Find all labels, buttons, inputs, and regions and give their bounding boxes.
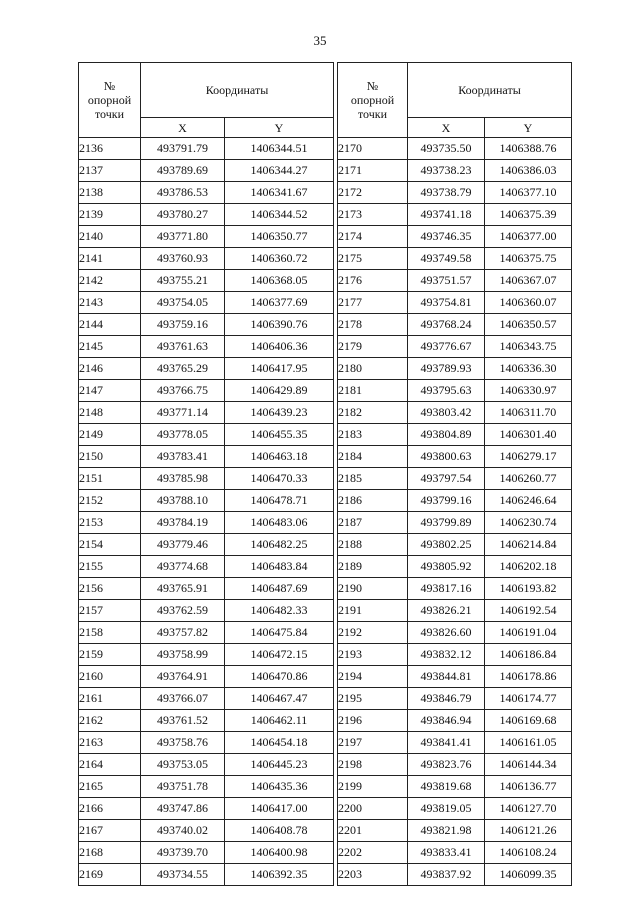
table-row <box>338 380 572 402</box>
table-row <box>79 534 334 556</box>
point-number-header <box>79 63 141 138</box>
table-row <box>338 754 572 776</box>
table-row <box>338 864 572 886</box>
table-row <box>79 138 334 160</box>
y-coordinate-cell: 1406192.54 <box>485 600 572 622</box>
x-header: X <box>408 118 485 138</box>
point-number-cell: 2155 <box>79 556 141 578</box>
x-coordinate-cell: 493789.69 <box>141 160 225 182</box>
x-coordinate-cell: 493789.93 <box>408 358 485 380</box>
y-header: Y <box>225 118 334 138</box>
y-coordinate-cell: 1406344.51 <box>225 138 334 160</box>
x-coordinate-cell: 493799.16 <box>408 490 485 512</box>
point-number-cell: 2192 <box>338 622 408 644</box>
x-coordinate-cell: 493738.79 <box>408 182 485 204</box>
x-coordinate-cell: 493776.67 <box>408 336 485 358</box>
x-coordinate-cell: 493771.80 <box>141 226 225 248</box>
y-coordinate-cell: 1406360.07 <box>485 292 572 314</box>
x-coordinate-cell: 493753.05 <box>141 754 225 776</box>
y-coordinate-cell: 1406388.76 <box>485 138 572 160</box>
x-coordinate-cell: 493735.50 <box>408 138 485 160</box>
table-row <box>79 864 334 886</box>
point-number-cell: 2175 <box>338 248 408 270</box>
y-coordinate-cell: 1406230.74 <box>485 512 572 534</box>
y-coordinate-cell: 1406279.17 <box>485 446 572 468</box>
x-coordinate-cell: 493844.81 <box>408 666 485 688</box>
point-number-cell: 2146 <box>79 358 141 380</box>
x-coordinate-cell: 493751.78 <box>141 776 225 798</box>
x-coordinate-cell: 493741.18 <box>408 204 485 226</box>
point-number-cell: 2194 <box>338 666 408 688</box>
x-coordinate-cell: 493768.24 <box>408 314 485 336</box>
x-coordinate-cell: 493826.21 <box>408 600 485 622</box>
table-row <box>338 490 572 512</box>
point-number-cell: 2151 <box>79 468 141 490</box>
x-coordinate-cell: 493761.52 <box>141 710 225 732</box>
table-row <box>79 820 334 842</box>
table-row <box>338 798 572 820</box>
x-coordinate-cell: 493802.25 <box>408 534 485 556</box>
x-coordinate-cell: 493819.05 <box>408 798 485 820</box>
y-coordinate-cell: 1406341.67 <box>225 182 334 204</box>
table-row <box>338 534 572 556</box>
y-coordinate-cell: 1406193.82 <box>485 578 572 600</box>
point-number-cell: 2161 <box>79 688 141 710</box>
x-coordinate-cell: 493760.93 <box>141 248 225 270</box>
x-coordinate-cell: 493795.63 <box>408 380 485 402</box>
y-coordinate-cell: 1406169.68 <box>485 710 572 732</box>
x-coordinate-cell: 493759.16 <box>141 314 225 336</box>
point-number-cell: 2174 <box>338 226 408 248</box>
x-coordinate-cell: 493837.92 <box>408 864 485 886</box>
y-coordinate-cell: 1406367.07 <box>485 270 572 292</box>
x-coordinate-cell: 493819.68 <box>408 776 485 798</box>
table-row <box>79 336 334 358</box>
table-row <box>79 424 334 446</box>
y-coordinate-cell: 1406377.10 <box>485 182 572 204</box>
x-coordinate-cell: 493738.23 <box>408 160 485 182</box>
y-coordinate-cell: 1406435.36 <box>225 776 334 798</box>
y-coordinate-cell: 1406417.00 <box>225 798 334 820</box>
table-row <box>79 248 334 270</box>
y-coordinate-cell: 1406336.30 <box>485 358 572 380</box>
point-number-cell: 2200 <box>338 798 408 820</box>
table-row <box>79 226 334 248</box>
point-number-cell: 2163 <box>79 732 141 754</box>
y-coordinate-cell: 1406375.39 <box>485 204 572 226</box>
table-row <box>79 160 334 182</box>
y-coordinate-cell: 1406202.18 <box>485 556 572 578</box>
table-row <box>338 424 572 446</box>
point-number-cell: 2180 <box>338 358 408 380</box>
table-row <box>338 732 572 754</box>
table-row <box>338 776 572 798</box>
point-number-cell: 2144 <box>79 314 141 336</box>
table-row <box>79 446 334 468</box>
y-coordinate-cell: 1406454.18 <box>225 732 334 754</box>
x-coordinate-cell: 493804.89 <box>408 424 485 446</box>
point-number-cell: 2165 <box>79 776 141 798</box>
y-coordinate-cell: 1406174.77 <box>485 688 572 710</box>
y-coordinate-cell: 1406350.77 <box>225 226 334 248</box>
table-row <box>338 556 572 578</box>
x-coordinate-cell: 493833.41 <box>408 842 485 864</box>
x-coordinate-cell: 493774.68 <box>141 556 225 578</box>
point-number-label-1: № <box>366 79 379 93</box>
x-coordinate-cell: 493746.35 <box>408 226 485 248</box>
table-row <box>338 512 572 534</box>
y-coordinate-cell: 1406121.26 <box>485 820 572 842</box>
point-number-cell: 2148 <box>79 402 141 424</box>
table-row <box>338 314 572 336</box>
x-coordinate-cell: 493757.82 <box>141 622 225 644</box>
table-row <box>79 182 334 204</box>
y-coordinate-cell: 1406136.77 <box>485 776 572 798</box>
point-number-label-3: точки <box>357 107 388 121</box>
point-number-cell: 2201 <box>338 820 408 842</box>
y-coordinate-cell: 1406343.75 <box>485 336 572 358</box>
x-coordinate-cell: 493758.76 <box>141 732 225 754</box>
y-header: Y <box>485 118 572 138</box>
point-number-header <box>338 63 408 138</box>
table-row <box>79 710 334 732</box>
table-row <box>338 666 572 688</box>
x-coordinate-cell: 493740.02 <box>141 820 225 842</box>
x-coordinate-cell: 493749.58 <box>408 248 485 270</box>
table-row <box>79 490 334 512</box>
point-number-cell: 2170 <box>338 138 408 160</box>
table-row <box>338 270 572 292</box>
y-coordinate-cell: 1406392.35 <box>225 864 334 886</box>
x-coordinate-cell: 493803.42 <box>408 402 485 424</box>
y-coordinate-cell: 1406260.77 <box>485 468 572 490</box>
x-coordinate-cell: 493784.19 <box>141 512 225 534</box>
x-coordinate-cell: 493761.63 <box>141 336 225 358</box>
y-coordinate-cell: 1406400.98 <box>225 842 334 864</box>
point-number-label-3: точки <box>94 107 125 121</box>
point-number-cell: 2195 <box>338 688 408 710</box>
x-coordinate-cell: 493755.21 <box>141 270 225 292</box>
y-coordinate-cell: 1406350.57 <box>485 314 572 336</box>
point-number-cell: 2153 <box>79 512 141 534</box>
right-table-body <box>338 138 572 886</box>
x-coordinate-cell: 493841.41 <box>408 732 485 754</box>
point-number-cell: 2184 <box>338 446 408 468</box>
table-row <box>79 798 334 820</box>
point-number-cell: 2166 <box>79 798 141 820</box>
point-number-cell: 2177 <box>338 292 408 314</box>
x-coordinate-cell: 493779.46 <box>141 534 225 556</box>
table-row <box>79 204 334 226</box>
point-number-cell: 2162 <box>79 710 141 732</box>
point-number-cell: 2156 <box>79 578 141 600</box>
y-coordinate-cell: 1406214.84 <box>485 534 572 556</box>
y-coordinate-cell: 1406455.35 <box>225 424 334 446</box>
y-coordinate-cell: 1406311.70 <box>485 402 572 424</box>
table-row <box>338 578 572 600</box>
x-coordinate-cell: 493805.92 <box>408 556 485 578</box>
page-number: 35 <box>313 33 327 48</box>
y-coordinate-cell: 1406482.33 <box>225 600 334 622</box>
point-number-cell: 2187 <box>338 512 408 534</box>
x-coordinate-cell: 493832.12 <box>408 644 485 666</box>
x-coordinate-cell: 493826.60 <box>408 622 485 644</box>
x-coordinate-cell: 493780.27 <box>141 204 225 226</box>
y-coordinate-cell: 1406108.24 <box>485 842 572 864</box>
table-row <box>79 380 334 402</box>
y-coordinate-cell: 1406161.05 <box>485 732 572 754</box>
table-row <box>79 754 334 776</box>
table-row <box>79 688 334 710</box>
table-row <box>79 776 334 798</box>
y-coordinate-cell: 1406475.84 <box>225 622 334 644</box>
x-coordinate-cell: 493764.91 <box>141 666 225 688</box>
y-coordinate-cell: 1406482.25 <box>225 534 334 556</box>
table-row <box>79 732 334 754</box>
table-row <box>79 292 334 314</box>
point-number-cell: 2171 <box>338 160 408 182</box>
point-number-cell: 2196 <box>338 710 408 732</box>
point-number-cell: 2202 <box>338 842 408 864</box>
point-number-cell: 2183 <box>338 424 408 446</box>
point-number-cell: 2203 <box>338 864 408 886</box>
y-coordinate-cell: 1406386.03 <box>485 160 572 182</box>
point-number-cell: 2157 <box>79 600 141 622</box>
point-number-cell: 2139 <box>79 204 141 226</box>
point-number-cell: 2147 <box>79 380 141 402</box>
point-number-cell: 2189 <box>338 556 408 578</box>
x-coordinate-cell: 493758.99 <box>141 644 225 666</box>
y-coordinate-cell: 1406470.86 <box>225 666 334 688</box>
x-coordinate-cell: 493766.75 <box>141 380 225 402</box>
point-number-cell: 2172 <box>338 182 408 204</box>
point-number-cell: 2150 <box>79 446 141 468</box>
point-number-cell: 2145 <box>79 336 141 358</box>
table-row <box>79 314 334 336</box>
point-number-cell: 2198 <box>338 754 408 776</box>
table-row <box>79 468 334 490</box>
point-number-cell: 2193 <box>338 644 408 666</box>
table-row <box>338 820 572 842</box>
y-coordinate-cell: 1406467.47 <box>225 688 334 710</box>
x-coordinate-cell: 493766.07 <box>141 688 225 710</box>
point-number-cell: 2160 <box>79 666 141 688</box>
coordinates-header: Координаты <box>408 63 572 118</box>
y-coordinate-cell: 1406344.27 <box>225 160 334 182</box>
point-number-cell: 2138 <box>79 182 141 204</box>
table-row <box>338 182 572 204</box>
point-number-cell: 2185 <box>338 468 408 490</box>
table-row <box>338 160 572 182</box>
point-number-cell: 2154 <box>79 534 141 556</box>
table-row <box>338 292 572 314</box>
point-number-cell: 2176 <box>338 270 408 292</box>
y-coordinate-cell: 1406246.64 <box>485 490 572 512</box>
point-number-cell: 2164 <box>79 754 141 776</box>
x-coordinate-cell: 493771.14 <box>141 402 225 424</box>
y-coordinate-cell: 1406301.40 <box>485 424 572 446</box>
y-coordinate-cell: 1406127.70 <box>485 798 572 820</box>
x-coordinate-cell: 493765.29 <box>141 358 225 380</box>
point-number-cell: 2178 <box>338 314 408 336</box>
y-coordinate-cell: 1406191.04 <box>485 622 572 644</box>
x-coordinate-cell: 493799.89 <box>408 512 485 534</box>
y-coordinate-cell: 1406483.84 <box>225 556 334 578</box>
x-coordinate-cell: 493785.98 <box>141 468 225 490</box>
x-coordinate-cell: 493747.86 <box>141 798 225 820</box>
table-row <box>79 270 334 292</box>
point-number-label-1: № <box>103 79 116 93</box>
table-row <box>79 556 334 578</box>
table-row <box>338 644 572 666</box>
table-row <box>79 402 334 424</box>
table-row <box>338 226 572 248</box>
point-number-cell: 2143 <box>79 292 141 314</box>
table-row <box>79 842 334 864</box>
point-number-cell: 2159 <box>79 644 141 666</box>
y-coordinate-cell: 1406360.72 <box>225 248 334 270</box>
y-coordinate-cell: 1406099.35 <box>485 864 572 886</box>
x-coordinate-cell: 493821.98 <box>408 820 485 842</box>
y-coordinate-cell: 1406463.18 <box>225 446 334 468</box>
x-coordinate-cell: 493788.10 <box>141 490 225 512</box>
point-number-cell: 2186 <box>338 490 408 512</box>
x-coordinate-cell: 493734.55 <box>141 864 225 886</box>
left-table-body <box>79 138 334 886</box>
y-coordinate-cell: 1406186.84 <box>485 644 572 666</box>
point-number-cell: 2190 <box>338 578 408 600</box>
table-row <box>79 622 334 644</box>
table-row <box>79 578 334 600</box>
point-number-cell: 2142 <box>79 270 141 292</box>
point-number-cell: 2136 <box>79 138 141 160</box>
y-coordinate-cell: 1406417.95 <box>225 358 334 380</box>
point-number-cell: 2191 <box>338 600 408 622</box>
x-coordinate-cell: 493846.94 <box>408 710 485 732</box>
point-number-cell: 2167 <box>79 820 141 842</box>
x-coordinate-cell: 493762.59 <box>141 600 225 622</box>
table-row <box>338 402 572 424</box>
y-coordinate-cell: 1406406.36 <box>225 336 334 358</box>
y-coordinate-cell: 1406344.52 <box>225 204 334 226</box>
point-number-cell: 2197 <box>338 732 408 754</box>
x-coordinate-cell: 493817.16 <box>408 578 485 600</box>
x-coordinate-cell: 493778.05 <box>141 424 225 446</box>
coordinates-header: Координаты <box>141 63 334 118</box>
y-coordinate-cell: 1406178.86 <box>485 666 572 688</box>
y-coordinate-cell: 1406390.76 <box>225 314 334 336</box>
y-coordinate-cell: 1406368.05 <box>225 270 334 292</box>
y-coordinate-cell: 1406408.78 <box>225 820 334 842</box>
table-row <box>338 138 572 160</box>
x-coordinate-cell: 493791.79 <box>141 138 225 160</box>
point-number-label-2: опорной <box>350 93 395 107</box>
table-row <box>79 644 334 666</box>
point-number-cell: 2173 <box>338 204 408 226</box>
y-coordinate-cell: 1406439.23 <box>225 402 334 424</box>
table-row <box>338 358 572 380</box>
x-coordinate-cell: 493765.91 <box>141 578 225 600</box>
coordinates-table-right <box>337 62 572 886</box>
y-coordinate-cell: 1406445.23 <box>225 754 334 776</box>
point-number-cell: 2181 <box>338 380 408 402</box>
table-row <box>79 666 334 688</box>
table-row <box>338 842 572 864</box>
y-coordinate-cell: 1406330.97 <box>485 380 572 402</box>
table-row <box>338 622 572 644</box>
table-row <box>338 600 572 622</box>
table-row <box>338 336 572 358</box>
point-number-cell: 2152 <box>79 490 141 512</box>
y-coordinate-cell: 1406429.89 <box>225 380 334 402</box>
y-coordinate-cell: 1406377.00 <box>485 226 572 248</box>
table-row <box>338 248 572 270</box>
y-coordinate-cell: 1406487.69 <box>225 578 334 600</box>
y-coordinate-cell: 1406472.15 <box>225 644 334 666</box>
y-coordinate-cell: 1406483.06 <box>225 512 334 534</box>
x-coordinate-cell: 493797.54 <box>408 468 485 490</box>
x-coordinate-cell: 493823.76 <box>408 754 485 776</box>
y-coordinate-cell: 1406478.71 <box>225 490 334 512</box>
table-row <box>338 204 572 226</box>
table-row <box>338 688 572 710</box>
x-coordinate-cell: 493751.57 <box>408 270 485 292</box>
point-number-cell: 2168 <box>79 842 141 864</box>
point-number-cell: 2137 <box>79 160 141 182</box>
x-coordinate-cell: 493786.53 <box>141 182 225 204</box>
y-coordinate-cell: 1406375.75 <box>485 248 572 270</box>
point-number-cell: 2182 <box>338 402 408 424</box>
table-row <box>79 512 334 534</box>
coordinates-table-left <box>78 62 334 886</box>
point-number-cell: 2188 <box>338 534 408 556</box>
table-row <box>79 358 334 380</box>
x-coordinate-cell: 493739.70 <box>141 842 225 864</box>
y-coordinate-cell: 1406470.33 <box>225 468 334 490</box>
point-number-cell: 2158 <box>79 622 141 644</box>
x-header: X <box>141 118 225 138</box>
point-number-cell: 2169 <box>79 864 141 886</box>
y-coordinate-cell: 1406144.34 <box>485 754 572 776</box>
point-number-label-2: опорной <box>87 93 132 107</box>
table-row <box>338 468 572 490</box>
y-coordinate-cell: 1406462.11 <box>225 710 334 732</box>
x-coordinate-cell: 493846.79 <box>408 688 485 710</box>
point-number-cell: 2179 <box>338 336 408 358</box>
point-number-cell: 2149 <box>79 424 141 446</box>
x-coordinate-cell: 493783.41 <box>141 446 225 468</box>
point-number-cell: 2199 <box>338 776 408 798</box>
table-row <box>79 600 334 622</box>
table-row <box>338 446 572 468</box>
table-row <box>338 710 572 732</box>
y-coordinate-cell: 1406377.69 <box>225 292 334 314</box>
point-number-cell: 2140 <box>79 226 141 248</box>
x-coordinate-cell: 493754.05 <box>141 292 225 314</box>
x-coordinate-cell: 493754.81 <box>408 292 485 314</box>
point-number-cell: 2141 <box>79 248 141 270</box>
x-coordinate-cell: 493800.63 <box>408 446 485 468</box>
